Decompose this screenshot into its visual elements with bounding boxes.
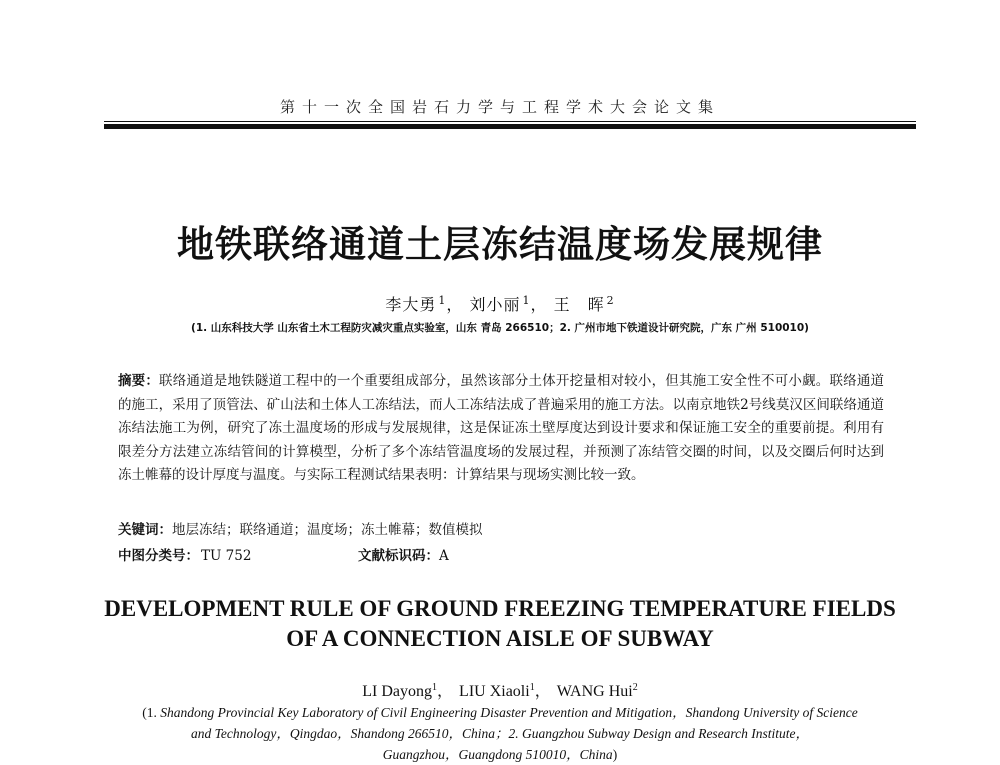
abstract-label: 摘要： [118, 373, 160, 389]
keywords-zh [118, 518, 483, 538]
author-en-3: WANG Hui [556, 683, 633, 700]
affiliation-en-text-1: Shandong Provincial Key Laboratory of Civil Engineering Disaster Prevention and Mitigation，Shandong University of Science [160, 705, 858, 720]
author-zh-1-sup: 1 [438, 294, 447, 307]
classification-line [118, 544, 884, 564]
affiliation-en-line-3 [0, 744, 1000, 765]
author-en-2: LIU Xiaoli [459, 683, 530, 700]
author-zh-1: 李大勇 [385, 295, 437, 314]
document-code-label: 文献标识码： [358, 548, 439, 564]
document-code [358, 544, 449, 564]
document-code-value: A [439, 548, 449, 564]
keywords-text: 地层冻结；联络通道；温度场；冻土帷幕；数值模拟 [172, 522, 483, 538]
keywords-label: 关键词： [118, 522, 172, 538]
affiliation-en-open: (1. [142, 705, 161, 720]
paper-title-en [0, 594, 1000, 654]
author-separator-en: ， [437, 683, 454, 700]
paper-title-zh: 地铁联络通道土层冻结温度场发展规律 [177, 223, 823, 266]
title-en-line-2: OF A CONNECTION AISLE OF SUBWAY [286, 626, 714, 651]
author-en-3-sup: 2 [632, 682, 638, 693]
author-separator: ， [530, 295, 548, 314]
author-en-1: LI Dayong [362, 683, 433, 700]
header-rule-thin [104, 121, 916, 122]
affiliation-en [0, 702, 1000, 765]
affiliation-en-close: ) [612, 747, 618, 762]
author-zh-3: 王 晖 [553, 295, 605, 314]
author-zh-2-sup: 1 [522, 294, 531, 307]
abstract-text: 联络通道是地铁隧道工程中的一个重要组成部分，虽然该部分土体开挖量相对较小，但其施工安全性不可小觑。联络通道的施工，采用了顶管法、矿山法和土体人工冻结法，而人工冻结法成了普遍采用的施工方法。以南京地铁2号线莫汉区间联络通道冻结法施工为例，研究了冻土温度场的形成与发展规律，这是保证冻土壁厚度达到设计要求和保证施工安全的重要前提。利用有限差分方法建立冻结管间的计算模型，分析了多个冻结管温度场的发展过程，并预测了冻结管交圈的时间，以及交圈后何时达到冻土帷幕的设计厚度与温度。与实际工程测试结果表明：计算结果与现场实测比较一致。 [118, 373, 884, 483]
author-separator-en: ， [534, 683, 551, 700]
author-en-2-sup: 1 [529, 682, 535, 693]
clc-label: 中图分类号： [118, 548, 199, 564]
running-head: 第十一次全国岩石力学与工程学术大会论文集 [279, 98, 720, 116]
author-en-1-sup: 1 [432, 682, 438, 693]
author-zh-2: 刘小丽 [469, 295, 521, 314]
authors-zh [0, 292, 1000, 315]
affiliation-zh: (1. 山东科技大学 山东省土木工程防灾减灾重点实验室，山东 青岛 266510；2. 广州市地下铁道设计研究院，广东 广州 510010) [191, 322, 809, 334]
authors-en [0, 678, 1000, 701]
abstract-zh [118, 370, 884, 488]
clc-value: TU 752 [201, 548, 252, 564]
title-en-line-1: DEVELOPMENT RULE OF GROUND FREEZING TEMPERATURE FIELDS [104, 596, 896, 621]
affiliation-en-line-1 [0, 702, 1000, 723]
affiliation-en-text-3: Guangzhou，Guangdong 510010，China [382, 747, 613, 762]
author-zh-3-sup: 2 [606, 294, 615, 307]
affiliation-en-line-2: and Technology，Qingdao，Shandong 266510，China；2. Guangzhou Subway Design and Research Institute， [190, 726, 810, 741]
author-separator: ， [446, 295, 464, 314]
header-rule-thick [104, 124, 916, 129]
